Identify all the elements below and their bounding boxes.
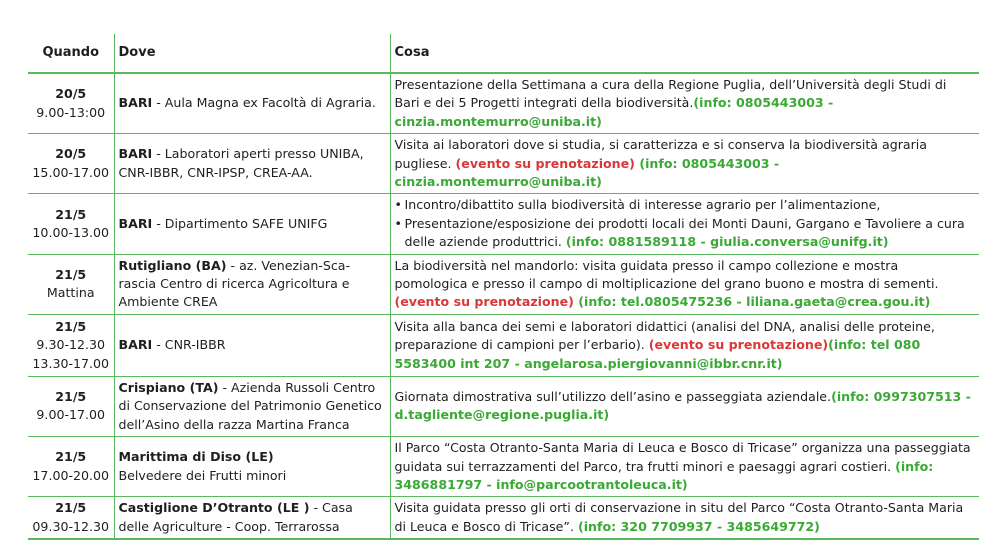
cell-when (28, 376, 114, 436)
event-time: 9.00-13:00 (36, 104, 106, 120)
event-date: 21/5 (55, 206, 87, 222)
booking-note: (evento su prenotazione) (648, 337, 829, 353)
event-info: (info: 0881589118 - giulia.conversa@unifg.it) (565, 234, 889, 250)
event-place: - Casa delle Agriculture - Coop. Terrarossa (118, 500, 353, 534)
cell-what (390, 73, 979, 134)
event-date: 21/5 (55, 266, 87, 282)
event-city: BARI (118, 215, 153, 231)
event-time: 17.00-20.00 (32, 467, 110, 483)
event-info: (info: 0805443003 - cinzia.montemurro@uniba.it) (394, 95, 834, 129)
booking-note: (evento su prenotazione) (455, 155, 635, 171)
event-place: - CNR-IBBR (152, 337, 226, 353)
header-where: Dove (114, 34, 390, 73)
event-bullet (395, 215, 976, 252)
cell-where (114, 437, 390, 497)
event-row (28, 134, 979, 194)
event-bullet-text: Presentazione/esposizione dei prodotti locali dei Monti Dauni, Gargano e Tavoliere a cura delle aziende produttrici. (404, 215, 965, 250)
schedule-table (28, 34, 979, 540)
event-info: (info: 3486881797 - info@parcootrantoleuca.it) (394, 458, 934, 492)
cell-where (114, 73, 390, 134)
event-info: (info: tel 080 5583400 int 207 - angelarosa.piergiovanni@ibbr.cnr.it) (394, 337, 921, 371)
event-city: Marittima di Diso (LE) (118, 449, 274, 465)
event-row (28, 497, 979, 539)
event-row (28, 194, 979, 254)
header-row (28, 34, 979, 73)
event-info: (info: 320 7709937 - 3485649772) (577, 518, 820, 534)
cell-where (114, 314, 390, 376)
cell-what (390, 194, 979, 254)
event-time: 15.00-17.00 (32, 164, 110, 180)
event-place: Belvedere dei Frutti minori (118, 467, 287, 483)
event-place: - Laboratori aperti presso UNIBA, CNR-IBBR, CNR-IPSP, CREA-AA. (118, 146, 364, 180)
event-place: - az. Venezian-Sca-rascia Centro di ricerca Agricoltura e Ambiente CREA (118, 257, 351, 310)
event-description: Visita guidata presso gli orti di conservazione in situ del Parco “Costa Otranto-Santa Maria di Leuca e Bosco di Tricase”. (394, 500, 964, 534)
event-row (28, 254, 979, 314)
event-bullet-text: Incontro/dibattito sulla biodiversità di interesse agrario per l’alimentazione, (404, 197, 881, 213)
event-date: 21/5 (55, 449, 87, 465)
event-info: (info: tel.0805475236 - liliana.gaeta@crea.gou.it) (573, 294, 931, 310)
event-place: - Azienda Russoli Centro di Conservazione del Patrimonio Genetico dell’Asino della razza Martina Franca (118, 379, 382, 432)
cell-when (28, 73, 114, 134)
cell-what (390, 254, 979, 314)
event-bullet-list (395, 196, 976, 251)
event-time: 10.00-13.00 (32, 225, 110, 241)
event-time: 13.30-17.00 (32, 355, 110, 371)
cell-what (390, 314, 979, 376)
cell-when (28, 254, 114, 314)
event-description: La biodiversità nel mandorlo: visita guidata presso il campo collezione e mostra pomologica e presso il campo di moltiplicazione del grano buono e mostra di sementi. (394, 257, 939, 292)
cell-where (114, 194, 390, 254)
event-city: BARI (118, 95, 153, 111)
cell-where (114, 376, 390, 436)
cell-when (28, 194, 114, 254)
cell-what (390, 437, 979, 497)
cell-where (114, 254, 390, 314)
event-date: 21/5 (55, 318, 87, 334)
cell-when (28, 437, 114, 497)
event-time: 9.30-12.30 (36, 337, 106, 353)
event-date: 20/5 (55, 86, 87, 102)
event-row (28, 376, 979, 436)
event-row (28, 314, 979, 376)
booking-note: (evento su prenotazione) (394, 294, 574, 310)
cell-where (114, 497, 390, 539)
event-row (28, 437, 979, 497)
cell-what (390, 497, 979, 539)
event-date: 21/5 (55, 389, 87, 405)
event-date: 21/5 (55, 500, 87, 516)
event-description: Il Parco “Costa Otranto-Santa Maria di Leuca e Bosco di Tricase” organizza una passeggiata guidata sui terrazzamenti del Parco, tra frutti minori e paesaggi agrari costieri. (394, 440, 971, 474)
event-description: Visita ai laboratori dove si studia, si caratterizza e si conserva la biodiversità agraria pugliese. (394, 137, 928, 171)
cell-when (28, 134, 114, 194)
event-row (28, 73, 979, 134)
event-description: Visita alla banca dei semi e laboratori didattici (analisi del DNA, analisi delle proteine, preparazione di campioni per l’erbario). (394, 318, 935, 353)
event-city: BARI (118, 337, 153, 353)
event-city: Crispiano (TA) (118, 379, 219, 395)
event-description: Presentazione della Settimana a cura della Regione Puglia, dell’Università degli Studi di Bari e dei 5 Progetti integrati della biodiversità. (394, 77, 947, 111)
cell-when (28, 497, 114, 539)
event-city: Castiglione D’Otranto (LE ) (118, 500, 310, 516)
event-time: 09.30-12.30 (32, 518, 110, 534)
event-description: Giornata dimostrativa sull’utilizzo dell’asino e passeggiata aziendale. (394, 389, 832, 405)
event-bullet (395, 196, 976, 214)
cell-what (390, 134, 979, 194)
event-time: 9.00-17.00 (36, 407, 106, 423)
event-city: BARI (118, 146, 153, 162)
event-time: Mattina (46, 285, 95, 301)
cell-where (114, 134, 390, 194)
event-info: (info: 0997307513 - d.tagliente@regione.puglia.it) (394, 389, 971, 423)
event-place: - Dipartimento SAFE UNIFG (152, 215, 328, 231)
header-what: Cosa (390, 34, 979, 73)
header-when: Quando (28, 34, 114, 73)
cell-what (390, 376, 979, 436)
cell-when (28, 314, 114, 376)
event-city: Rutigliano (BA) (118, 257, 227, 273)
event-place: - Aula Magna ex Facoltà di Agraria. (152, 95, 376, 111)
event-info: (info: 0805443003 - cinzia.montemurro@uniba.it) (394, 155, 780, 190)
event-date: 20/5 (55, 146, 87, 162)
